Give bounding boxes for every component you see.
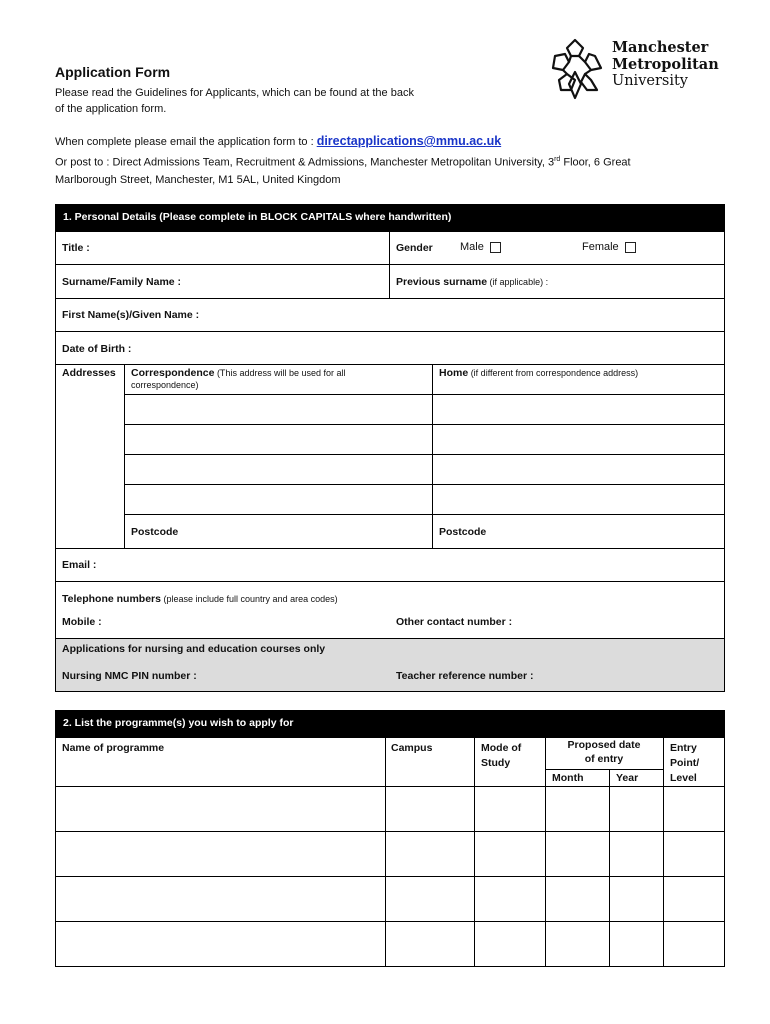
post-sup: rd — [554, 156, 561, 163]
other-contact-label: Other contact number : — [396, 616, 513, 628]
intro-line-2: of the application form. — [55, 103, 167, 115]
email-prefix: When complete please email the application form to : — [55, 136, 317, 148]
female-option[interactable] — [582, 241, 636, 253]
previous-surname-text: Previous surname — [396, 276, 488, 288]
col-programme: Name of programme — [62, 742, 165, 754]
section1-heading: 1. Personal Details (Please complete in BLOCK CAPITALS where handwritten) — [55, 204, 725, 231]
previous-surname-note: (if applicable) : — [487, 277, 549, 287]
first-name-label: First Name(s)/Given Name : — [62, 309, 200, 321]
home-text: Home — [439, 367, 469, 379]
col-mode-2: Study — [481, 757, 511, 769]
logo-line-1: Manchester — [612, 39, 709, 56]
addresses-label: Addresses — [62, 367, 116, 379]
intro-text — [55, 85, 455, 117]
post-line-2: Marlborough Street, Manchester, M1 5AL, United Kingdom — [55, 173, 341, 186]
col-entry-1: Entry — [670, 742, 697, 754]
teacher-ref-label: Teacher reference number : — [396, 670, 534, 682]
title-field[interactable] — [62, 233, 387, 263]
col-mode-1: Mode of — [481, 742, 522, 754]
logo-line-3: University — [612, 73, 688, 89]
col-proposed-2: of entry — [584, 753, 624, 765]
page-title: Application Form — [55, 64, 171, 80]
col-month: Month — [552, 772, 584, 784]
nursing-heading: Applications for nursing and education courses only — [62, 643, 326, 655]
postcode-label-home: Postcode — [439, 526, 487, 538]
correspondence-text: Correspondence — [131, 367, 215, 379]
col-proposed-1: Proposed date — [567, 739, 641, 751]
intro-line-1: Please read the Guidelines for Applicants, which can be found at the back — [55, 87, 414, 99]
personal-details-table — [55, 231, 725, 692]
surname-label: Surname/Family Name : — [62, 276, 182, 288]
telephone-label — [62, 593, 338, 605]
post-prefix: Or post to : Direct Admissions Team, Recruitment & Admissions, Manchester Metropolitan University, 3 — [55, 156, 555, 169]
logo-line-2: Metropolitan — [612, 56, 719, 73]
email-instructions — [55, 134, 501, 148]
male-checkbox[interactable] — [490, 242, 501, 253]
col-entry-3: Level — [670, 772, 697, 784]
home-label — [439, 367, 638, 379]
nmc-pin-label: Nursing NMC PIN number : — [62, 670, 197, 682]
logo-text — [612, 39, 719, 90]
dob-label: Date of Birth : — [62, 343, 132, 355]
title-label: Title : — [62, 242, 90, 254]
correspondence-label — [131, 367, 346, 379]
gender-label: Gender — [396, 242, 433, 254]
female-checkbox[interactable] — [625, 242, 636, 253]
correspondence-note-1: (This address will be used for all — [214, 368, 346, 378]
section2-heading: 2. List the programme(s) you wish to apply for — [55, 710, 725, 737]
email-label: Email : — [62, 559, 97, 571]
email-link[interactable]: directapplications@mmu.ac.uk — [316, 134, 502, 148]
correspondence-note-2: correspondence) — [131, 380, 199, 390]
col-year: Year — [616, 772, 639, 784]
male-label: Male — [460, 241, 484, 253]
telephone-text: Telephone numbers — [62, 593, 161, 605]
col-entry-2: Point/ — [670, 757, 700, 769]
home-note: (if different from correspondence address) — [468, 368, 639, 378]
post-suffix: Floor, 6 Great — [560, 156, 631, 169]
col-campus: Campus — [391, 742, 433, 754]
female-label: Female — [582, 241, 619, 253]
previous-surname-label — [396, 276, 548, 288]
mobile-label: Mobile : — [62, 616, 102, 628]
postcode-label-correspondence: Postcode — [131, 526, 179, 538]
telephone-note: (please include full country and area codes) — [161, 594, 338, 604]
post-instructions — [55, 151, 705, 189]
male-option[interactable] — [460, 241, 501, 253]
